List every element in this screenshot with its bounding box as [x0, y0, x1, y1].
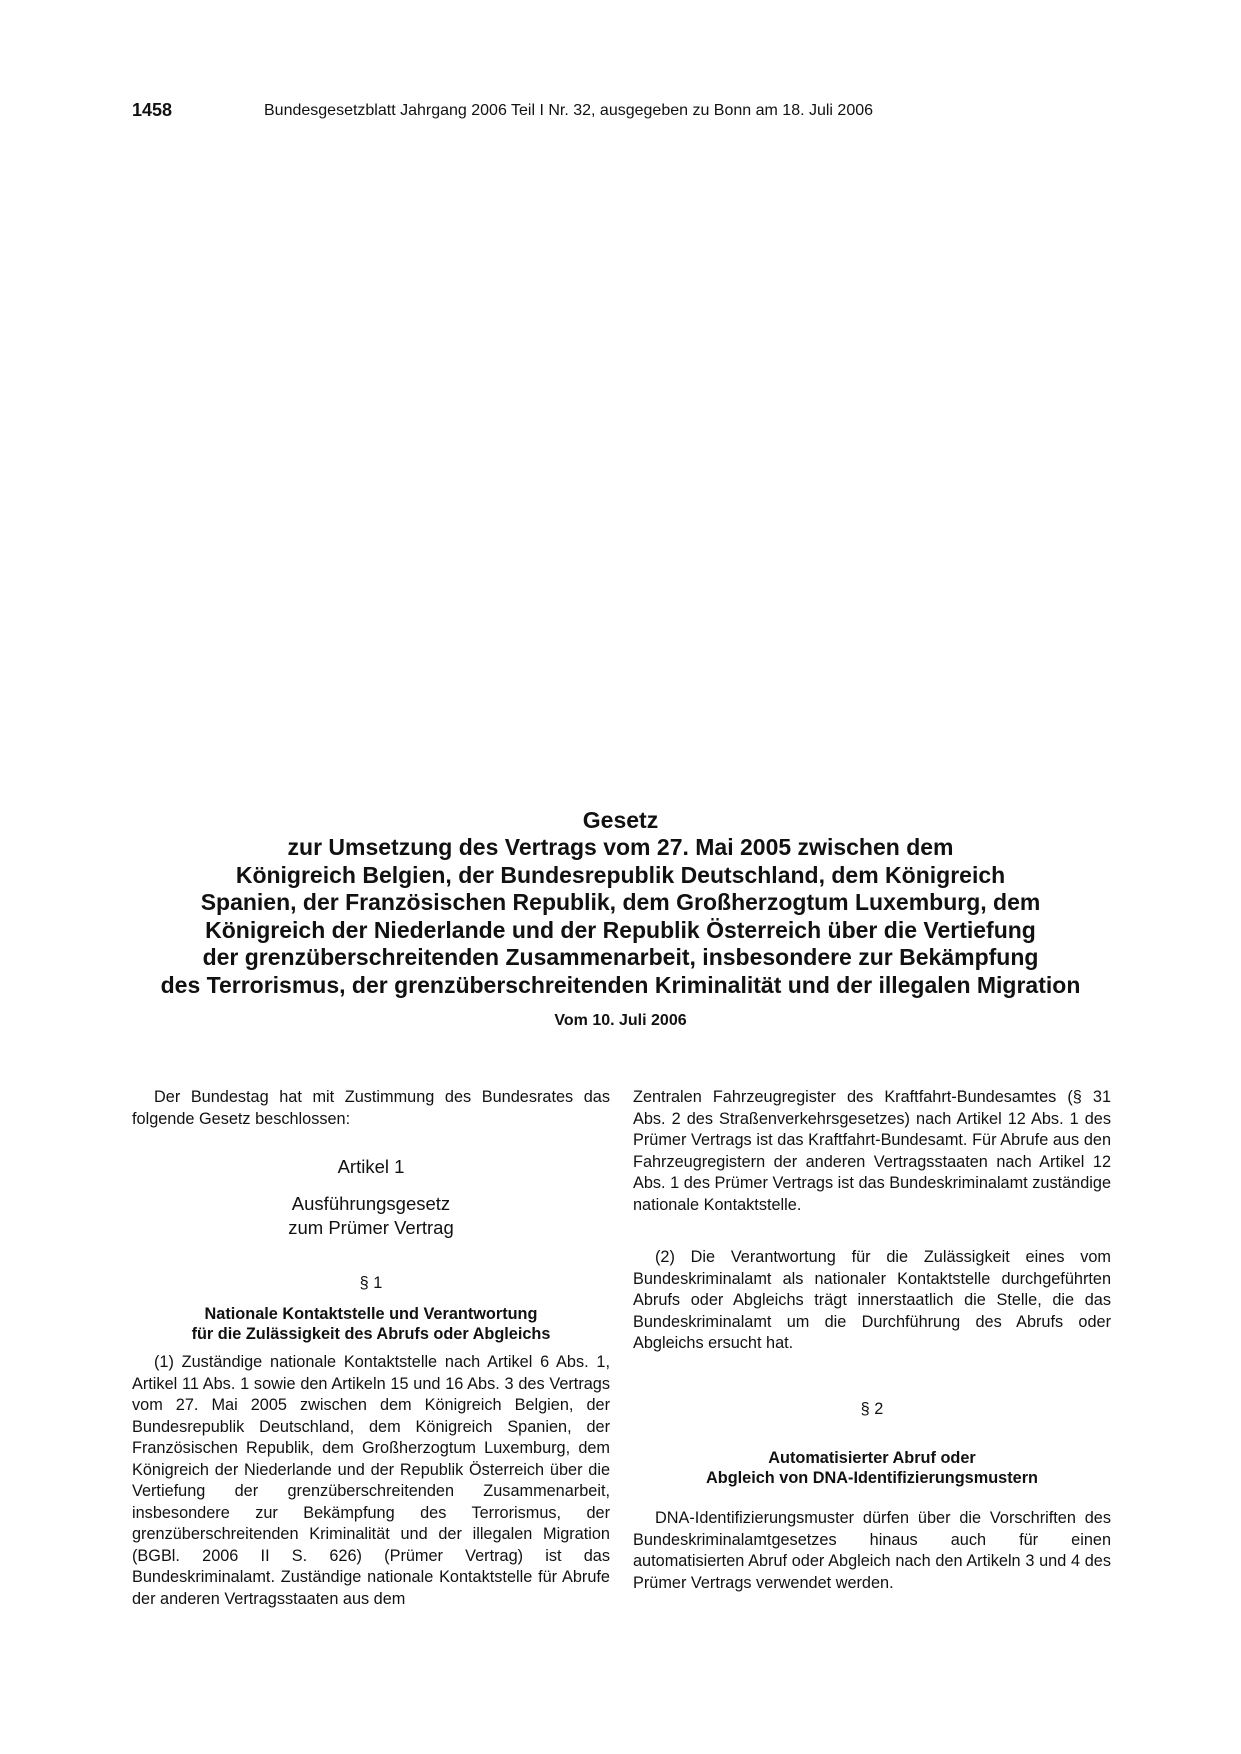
law-title	[100, 834, 1141, 999]
section-title	[633, 1448, 1111, 1488]
page-number: 1458	[132, 100, 173, 120]
section-title-line: Nationale Kontaktstelle und Verantwortung	[204, 1305, 538, 1323]
law-title-line: Spanien, der Französischen Republik, dem Großherzogtum Luxemburg, dem	[200, 889, 1041, 915]
section-paragraph: DNA-Identifizierungsmuster dürfen über die Vorschriften des Bundeskriminalamtgesetzes hinaus auch für einen automatisierten Abruf oder Abgleich nach den Artikeln 3 und 4 des Prümer Vertrags verwendet werden.	[633, 1509, 1111, 1592]
section-title	[132, 1304, 610, 1344]
article-number: Artikel 1	[337, 1156, 405, 1177]
section-number: § 2	[860, 1399, 884, 1418]
running-head: Bundesgesetzblatt Jahrgang 2006 Teil I Nr. 32, ausgegeben zu Bonn am 18. Juli 2006	[264, 102, 874, 119]
page-header	[132, 100, 1109, 124]
preamble: Der Bundestag hat mit Zustimmung des Bundesrates das folgende Gesetz beschlossen:	[132, 1088, 610, 1128]
article-title-line: Ausführungsgesetz	[291, 1192, 451, 1214]
section-title-line: Abgleich von DNA-Identifizierungsmustern	[706, 1469, 1038, 1487]
right-column	[633, 1087, 1111, 1594]
section-number: § 1	[359, 1273, 383, 1292]
law-title-line: zur Umsetzung des Vertrags vom 27. Mai 2005 zwischen dem	[287, 834, 954, 860]
law-title-line: des Terrorismus, der grenzüberschreitenden Kriminalität und der illegalen Migration	[160, 971, 1081, 998]
law-title-block	[100, 806, 1141, 999]
section-title-line: für die Zulässigkeit des Abrufs oder Abgleichs	[191, 1325, 551, 1343]
section-paragraph-continued: Zentralen Fahrzeugregister des Kraftfahrt-Bundesamtes (§ 31 Abs. 2 des Straßenverkehrsgesetzes) nach Artikel 12 Abs. 1 des Prümer Vertrags ist das Kraftfahrt-Bundesamt. Für Abrufe aus den Fahrzeugregistern der anderen Vertragsstaaten nach Artikel 12 Abs. 1 des Prümer Vertrags ist das Bundeskriminalamt zuständige nationale Kontaktstelle.	[633, 1088, 1111, 1214]
law-date: Vom 10. Juli 2006	[554, 1012, 687, 1029]
law-title-line: Königreich der Niederlande und der Republik Österreich über die Vertiefung	[205, 916, 1036, 943]
section-title-line: Automatisierter Abruf oder	[768, 1449, 976, 1467]
law-title-line: Königreich Belgien, der Bundesrepublik Deutschland, dem Königreich	[235, 861, 1006, 888]
left-column	[132, 1087, 610, 1610]
section-paragraph: (1) Zuständige nationale Kontaktstelle nach Artikel 6 Abs. 1, Artikel 11 Abs. 1 sowie den Artikeln 15 und 16 Abs. 3 des Vertrags vom 27. Mai 2005 zwischen dem Königreich Belgien, der Bundesrepublik Deutschland, dem Königreich Spanien, der Französischen Republik, dem Großherzogtum Luxemburg, dem Königreich der Niederlande und der Republik Österreich über die Vertiefung der grenzüberschreitenden Zusammenarbeit, insbesondere zur Bekämpfung des Terrorismus, der grenzüberschreitenden Kriminalität und der illegalen Migration (BGBl. 2006 II S. 626) (Prümer Vertrag) ist das Bundeskriminalamt. Zuständige nationale Kontaktstelle für Abrufe der anderen Vertragsstaaten aus dem	[132, 1353, 610, 1608]
article-title-line: zum Prümer Vertrag	[288, 1216, 454, 1238]
law-title-line: der grenzüberschreitenden Zusammenarbeit, insbesondere zur Bekämpfung	[202, 944, 1039, 970]
section-paragraph: (2) Die Verantwortung für die Zulässigkeit eines vom Bundeskriminalamt als nationaler Kontaktstelle durchgeführten Abrufs oder Abgleichs trägt innerstaatlich die Stelle, die das Bundeskriminalamt um die Durchführung des Abrufs oder Abgleichs ersucht hat.	[633, 1248, 1111, 1352]
law-heading: Gesetz	[582, 807, 659, 833]
